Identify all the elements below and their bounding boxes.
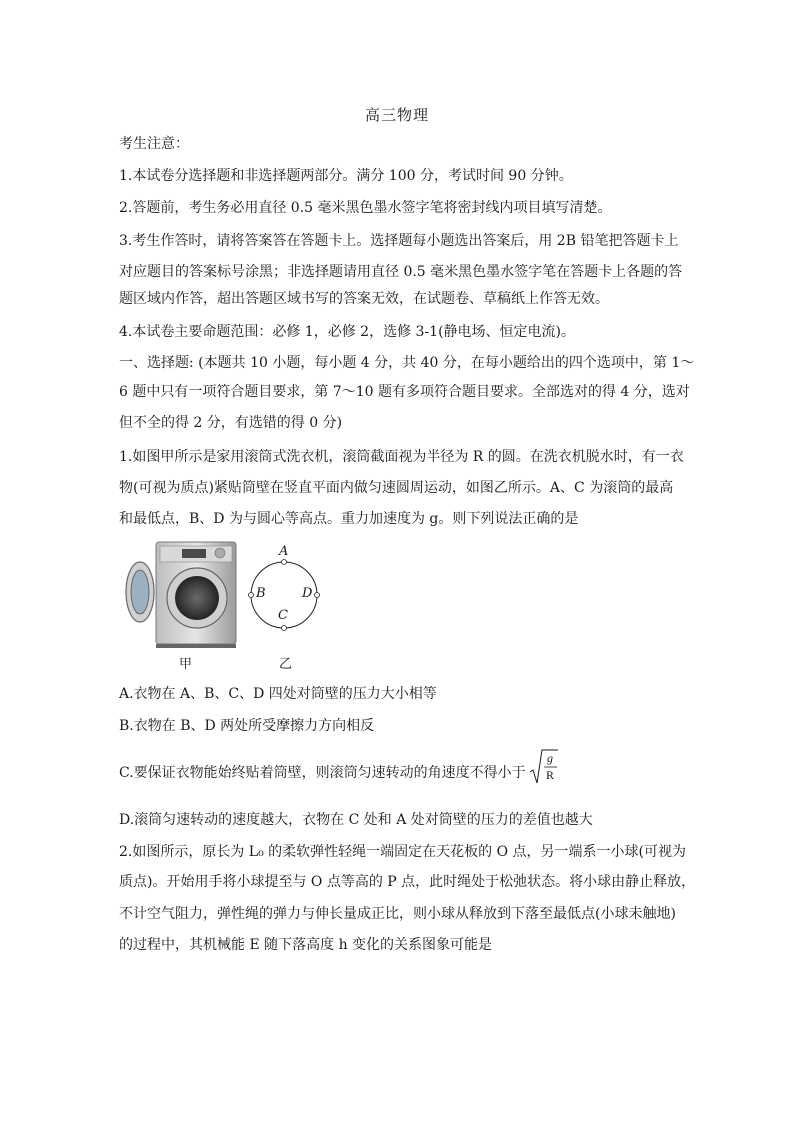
page-title: 高三物理 (364, 106, 429, 124)
q1-option-d: D.滚筒匀速转动的速度越大，衣物在 C 处和 A 处对筒壁的压力的差值也越大 (119, 812, 593, 828)
point-d-label: D (302, 586, 313, 601)
q1-stem-1: 1.如图甲所示是家用滚筒式洗衣机，滚筒截面视为半径为 R 的圆。在洗衣机脱水时，有一衣 (119, 449, 684, 465)
sqrt-formula (529, 748, 559, 786)
q2-stem-3: 不计空气阻力，弹性绳的弹力与伸长量成正比，则小球从释放到下落至最低点(小球未触地) (119, 906, 676, 922)
sqrt-sign-icon (529, 748, 559, 786)
q1-option-a: A.衣物在 A、B、C、D 四处对筒壁的压力大小相等 (119, 686, 437, 702)
q2-stem-1: 2.如图所示，原长为 L₀ 的柔软弹性轻绳一端固定在天花板的 O 点，另一端系一小球(可视为 (119, 844, 687, 860)
q2-stem-4: 的过程中，其机械能 E 随下落高度 h 变化的关系图象可能是 (119, 937, 493, 953)
q2-stem-2: 质点)。开始用手将小球提至与 O 点等高的 P 点，此时绳处于松弛状态。将小球由静止释放， (119, 874, 696, 890)
section-heading-3: 但不全的得 2 分，有选错的得 0 分) (119, 415, 343, 431)
notice-3-cont-2: 题区域内作答，超出答题区域书写的答案无效，在试题卷、草稿纸上作答无效。 (119, 291, 609, 307)
notice-3-cont-1: 对应题目的答案标号涂黑；非选择题请用直径 0.5 毫米黑色墨水签字笔在答题卡上各题的答 (119, 264, 683, 280)
notice-3: 3.考生作答时，请将答案答在答题卡上。选择题每小题选出答案后，用 2B 铅笔把答题卡上 (119, 233, 679, 249)
fraction-numerator: g (547, 751, 553, 765)
section-heading-1: 一、选择题: (本题共 10 小题，每小题 4 分，共 40 分，在每小题给出的四个选项中，第 1～ (119, 355, 695, 371)
notice-1: 1.本试卷分选择题和非选择题两部分。满分 100 分，考试时间 90 分钟。 (119, 168, 573, 184)
point-c-label: C (278, 608, 288, 623)
point-a-label: A (279, 544, 289, 559)
q1-stem-2: 物(可视为质点)紧贴筒壁在竖直平面内做匀速圆周运动，如图乙所示。A、C 为滚筒的最高 (119, 480, 674, 496)
figure-label-jia: 甲 (179, 657, 193, 672)
notice-header: 考生注意： (119, 136, 189, 152)
q1-stem-3: 和最低点，B、D 为与圆心等高点。重力加速度为 g。则下列说法正确的是 (119, 511, 579, 527)
figure-label-yi: 乙 (279, 657, 293, 672)
q1-option-b: B.衣物在 B、D 两处所受摩擦力方向相反 (119, 718, 375, 734)
q1-figure (124, 540, 324, 670)
fraction-denominator: R (546, 768, 555, 782)
drum-cross-section-diagram (124, 540, 324, 670)
point-b-label: B (256, 586, 266, 601)
section-heading-2: 6 题中只有一项符合题目要求，第 7～10 题有多项符合题目要求。全部选对的得 4 分，选对 (119, 384, 690, 400)
q1-option-c: C.要保证衣物能始终贴着筒壁，则滚筒匀速转动的角速度不得小于 (119, 765, 526, 781)
notice-2: 2.答题前，考生务必用直径 0.5 毫米黑色墨水签字笔将密封线内项目填写清楚。 (119, 200, 612, 216)
notice-4: 4.本试卷主要命题范围：必修 1，必修 2，选修 3-1(静电场、恒定电流)。 (119, 324, 575, 340)
